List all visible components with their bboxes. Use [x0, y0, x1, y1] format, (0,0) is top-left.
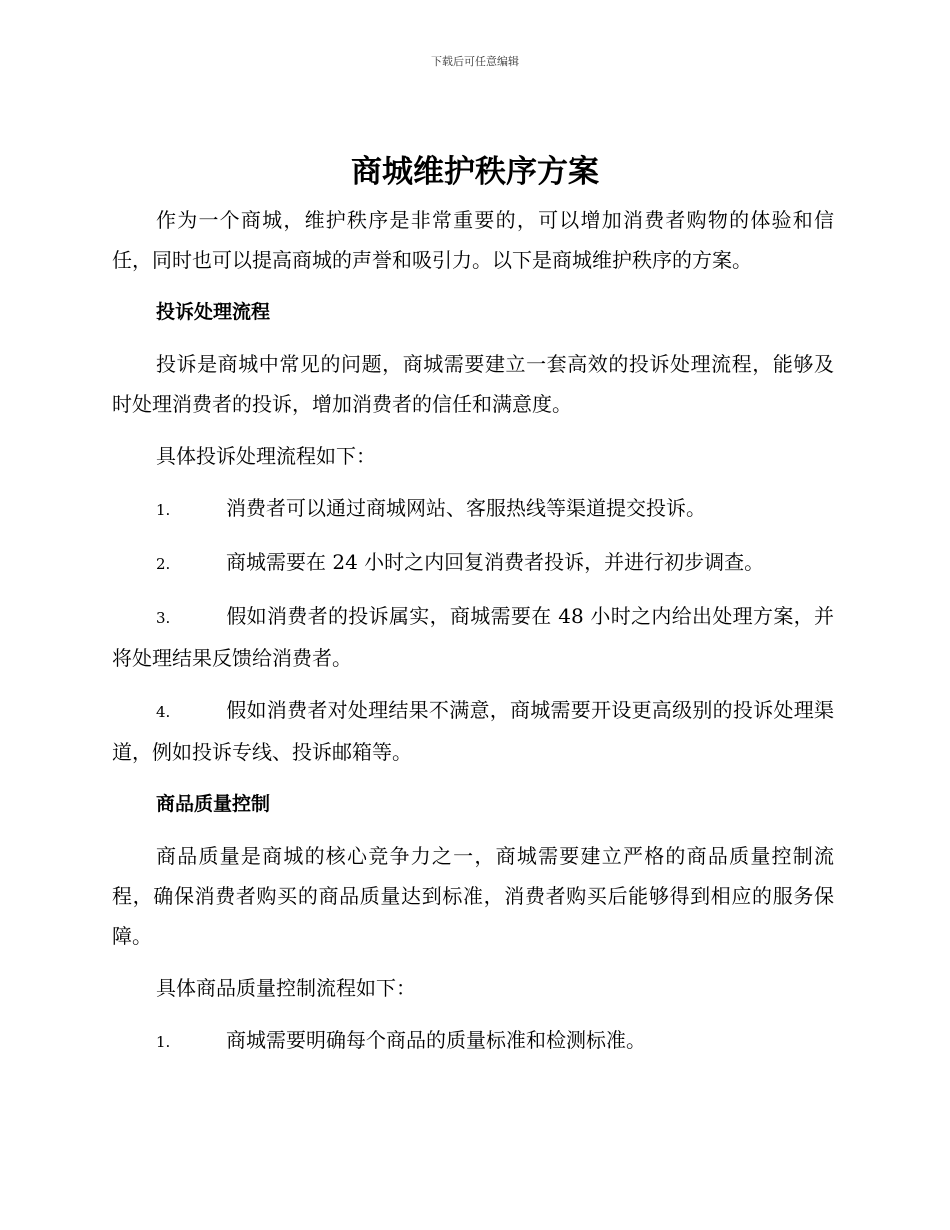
intro-paragraph: 作为一个商城，维护秩序是非常重要的，可以增加消费者购物的体验和信任，同时也可以提高商城的声誉和吸引力。以下是商城维护秩序的方案。 — [112, 208, 834, 272]
list-item-number: 4. — [156, 703, 171, 721]
complaints-list-intro: 具体投诉处理流程如下： — [156, 444, 376, 468]
list-item-number: 2. — [156, 555, 171, 573]
list-item-text: 商城需要明确每个商品的质量标准和检测标准。 — [226, 1028, 646, 1052]
quality-list-intro: 具体商品质量控制流程如下： — [156, 976, 416, 1000]
section-heading-complaints: 投诉处理流程 — [156, 301, 271, 323]
list-item-text: 商城需要在 24 小时之内回复消费者投诉，并进行初步调查。 — [226, 550, 765, 574]
list-item — [112, 542, 834, 584]
header-note: 下载后可任意编辑 — [431, 55, 519, 68]
complaints-paragraph: 投诉是商城中常见的问题，商城需要建立一套高效的投诉处理流程，能够及时处理消费者的投诉，增加消费者的信任和满意度。 — [112, 352, 834, 416]
list-item-number: 3. — [156, 609, 171, 627]
list-item — [112, 488, 834, 530]
list-item-number: 1. — [156, 1033, 171, 1051]
list-item-text: 假如消费者对处理结果不满意，商城需要开设更高级别的投诉处理渠道，例如投诉专线、投诉邮箱等。 — [112, 698, 834, 764]
list-item-text: 假如消费者的投诉属实，商城需要在 48 小时之内给出处理方案，并将处理结果反馈给消费者。 — [112, 604, 834, 670]
list-item — [112, 690, 834, 772]
list-item-text: 消费者可以通过商城网站、客服热线等渠道提交投诉。 — [226, 496, 706, 520]
document-title: 商城维护秩序方案 — [351, 154, 599, 190]
document-body — [112, 200, 834, 1074]
list-item — [112, 1020, 834, 1062]
quality-paragraph: 商品质量是商城的核心竞争力之一，商城需要建立严格的商品质量控制流程，确保消费者购买的商品质量达到标准，消费者购买后能够得到相应的服务保障。 — [112, 844, 834, 948]
list-item — [112, 596, 834, 678]
section-heading-quality: 商品质量控制 — [156, 793, 271, 815]
list-item-number: 1. — [156, 501, 171, 519]
